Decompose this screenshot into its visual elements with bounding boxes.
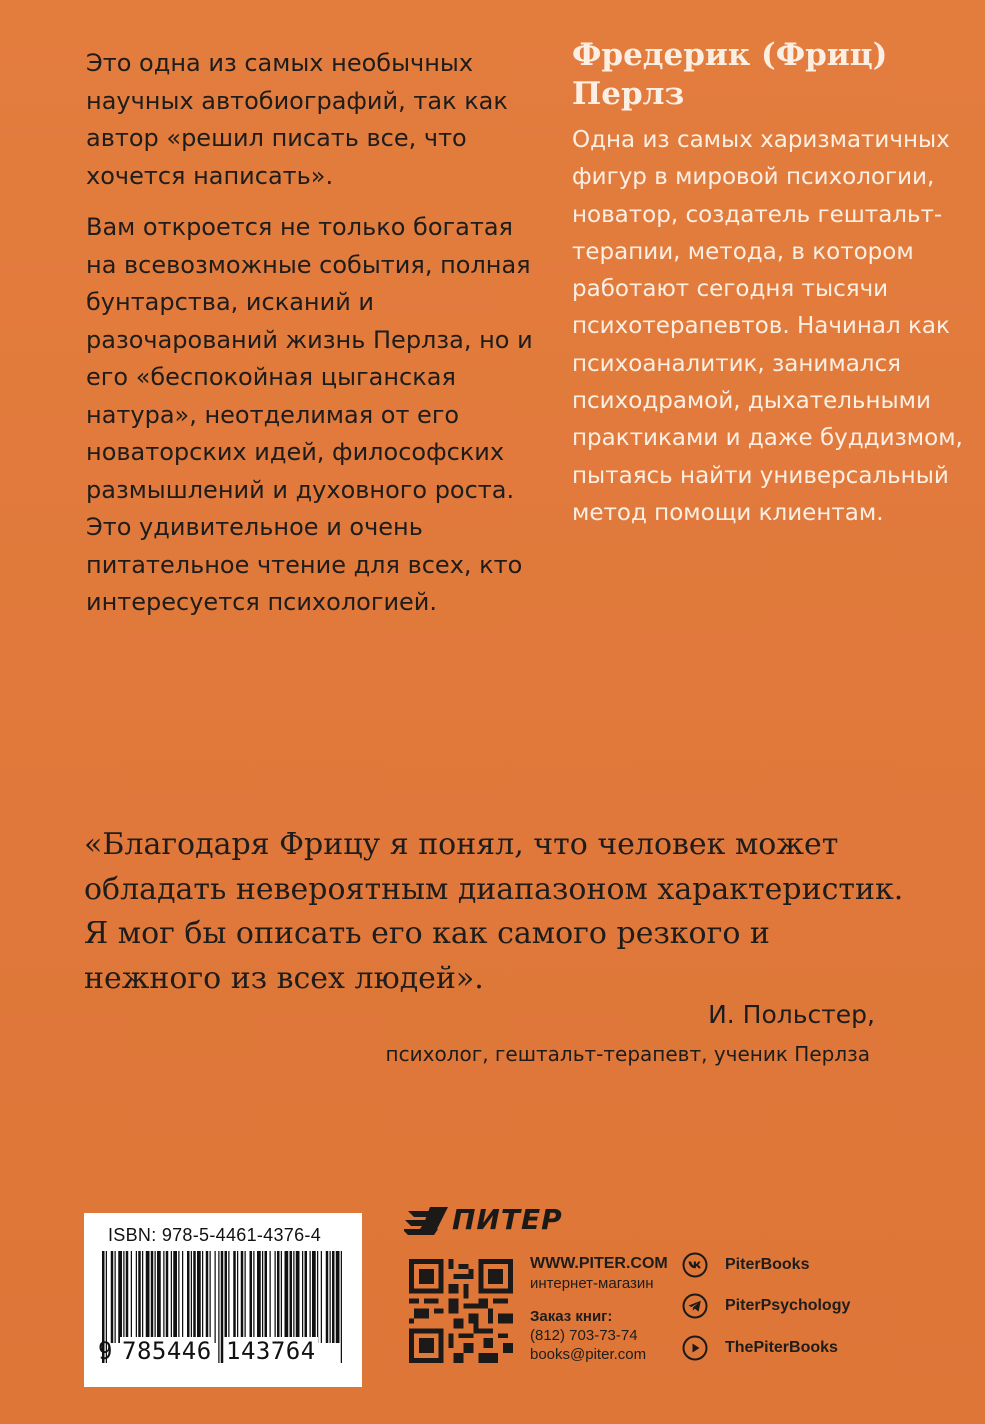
- youtube-icon: [682, 1335, 708, 1361]
- barcode-bar: [317, 1251, 318, 1343]
- author-section: [572, 36, 972, 532]
- barcode-bar: [262, 1251, 263, 1343]
- description-paragraph-2: Вам откроется не только богатая на всевозможные события, полная бунтарства, исканий и разочарований жизнь Перлза, но и его «беспокойная цыганская натура», неотделимая от его новаторских идей, философских размышлений и духовного роста. Это удивительное и очень питательное чтение для всех, кто интересуется психологией.: [86, 213, 533, 616]
- qr-code: [409, 1259, 513, 1363]
- social-youtube-label: ThePiterBooks: [725, 1339, 838, 1356]
- barcode-digits-left: 785446: [122, 1337, 212, 1365]
- barcode-bar: [228, 1251, 229, 1343]
- barcode-bar: [332, 1251, 335, 1343]
- barcode-bar: [237, 1251, 238, 1343]
- quote-author: И. Польстер,: [708, 1000, 875, 1029]
- barcode-bar: [126, 1251, 129, 1343]
- barcode-bar: [206, 1251, 209, 1343]
- barcode-bar: [115, 1251, 116, 1343]
- barcode-bar: [142, 1251, 143, 1343]
- barcode-bar: [290, 1251, 293, 1343]
- barcode-bar: [321, 1251, 322, 1343]
- barcode-bar: [250, 1251, 253, 1343]
- barcode-bar: [218, 1251, 219, 1363]
- barcode-bar: [296, 1251, 300, 1343]
- barcode-bar: [336, 1251, 340, 1343]
- order-label: Заказ книг:: [530, 1308, 613, 1325]
- order-email[interactable]: books@piter.com: [530, 1346, 647, 1363]
- barcode-bar: [118, 1251, 122, 1343]
- isbn-barcode: [84, 1213, 362, 1387]
- barcode-bar: [191, 1251, 192, 1343]
- publisher-contacts: [530, 1254, 668, 1364]
- social-vk-label: PiterBooks: [725, 1256, 810, 1273]
- isbn-number: ISBN: 978-5-4461-4376-4: [108, 1225, 322, 1245]
- barcode-bar: [138, 1251, 141, 1343]
- author-bio: Одна из самых харизматичных фигур в мировой психологии, новатор, создатель гештальт-терапии, метода, в котором работают сегодня тысячи психотерапевтов. Начинал как психоаналитик, занимался психодрамой, дыхательными практиками и даже буддизмом, пытаясь найти универсальный метод помощи клиентам.: [572, 127, 963, 526]
- barcode-bar: [202, 1251, 203, 1343]
- publisher-logo-text: ПИТЕР: [452, 1203, 563, 1236]
- social-telegram-label: PiterPsychology: [725, 1297, 851, 1314]
- barcode-bar: [131, 1251, 132, 1343]
- barcode-bar: [157, 1251, 161, 1343]
- barcode-bar: [225, 1251, 228, 1343]
- social-telegram[interactable]: [682, 1293, 850, 1319]
- barcode-bar: [270, 1251, 271, 1343]
- barcode-bar: [281, 1251, 282, 1343]
- barcode-bar: [221, 1251, 224, 1363]
- barcode-bar: [187, 1251, 190, 1343]
- barcode-bar: [166, 1251, 169, 1343]
- barcode-bar: [146, 1251, 150, 1343]
- barcode-bar: [312, 1251, 316, 1343]
- barcode-bar: [285, 1251, 289, 1343]
- barcode-bar: [163, 1251, 164, 1343]
- description-paragraph-1: Это одна из самых необычных научных автобиографий, так как автор «решил писать все, что хочется написать».: [86, 49, 508, 190]
- barcode-digit-first: 9: [98, 1337, 113, 1365]
- barcode-bar: [265, 1251, 268, 1343]
- barcode-bar: [151, 1251, 154, 1343]
- barcode-bar: [326, 1251, 329, 1343]
- social-vk[interactable]: [682, 1252, 809, 1278]
- barcode-bar: [241, 1251, 244, 1343]
- barcode-bar: [193, 1251, 196, 1343]
- barcode-bar: [341, 1251, 342, 1363]
- barcode-bar: [233, 1251, 236, 1343]
- barcode-bar: [182, 1251, 183, 1343]
- barcode-bar: [178, 1251, 179, 1343]
- barcode-bar: [173, 1251, 177, 1343]
- website-note: интернет-магазин: [530, 1275, 654, 1292]
- barcode-bar: [171, 1251, 172, 1343]
- barcode-bar: [123, 1251, 124, 1343]
- barcode-bar: [136, 1251, 137, 1343]
- barcode-bar: [245, 1251, 246, 1343]
- barcode-bar: [215, 1251, 216, 1343]
- barcode-bar: [210, 1251, 211, 1343]
- book-description: [86, 45, 536, 622]
- barcode-bar: [330, 1251, 331, 1343]
- barcode-bar: [302, 1251, 303, 1343]
- telegram-icon: [682, 1293, 708, 1319]
- vk-icon: [682, 1252, 708, 1278]
- barcode-bar: [293, 1251, 294, 1343]
- barcode-bar: [155, 1251, 156, 1343]
- barcode-bar: [275, 1251, 276, 1343]
- testimonial-quote: «Благодаря Фрицу я понял, что человек может обладать невероятным диапазоном характеристик. Я мог бы описать его как самого резкого и нежного из всех людей».: [84, 827, 904, 996]
- quote-author-role: психолог, гештальт-терапевт, ученик Перлза: [385, 1042, 870, 1066]
- order-phone: (812) 703-73-74: [530, 1327, 638, 1344]
- social-youtube[interactable]: [682, 1335, 838, 1361]
- barcode-bar: [305, 1251, 308, 1343]
- barcode-bar: [310, 1251, 311, 1343]
- barcode-bar: [197, 1251, 201, 1343]
- barcode-bar: [257, 1251, 261, 1343]
- publisher-website[interactable]: WWW.PITER.COM: [530, 1255, 668, 1272]
- barcode-bar: [277, 1251, 280, 1343]
- author-name: Фредерик (Фриц) Перлз: [572, 37, 888, 112]
- barcode-bar: [253, 1251, 254, 1343]
- barcode-bar: [111, 1251, 114, 1343]
- barcode-digits-right: 143764: [226, 1337, 316, 1365]
